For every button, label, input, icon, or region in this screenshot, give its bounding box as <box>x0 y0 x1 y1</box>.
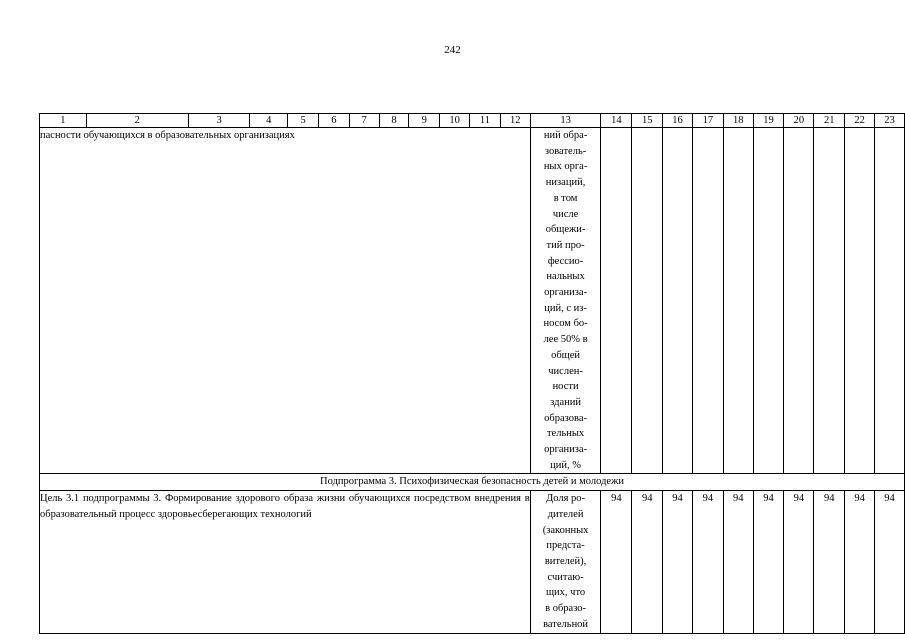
value-cell: 94 <box>874 491 904 633</box>
indicator-line: фессио- <box>547 255 584 267</box>
indicator-line: числе <box>552 208 579 220</box>
empty-cell <box>784 128 814 474</box>
column-header: 18 <box>723 114 753 128</box>
indicator-line: низаций, <box>545 177 586 189</box>
indicator-line: ций, с из- <box>544 302 587 314</box>
column-header: 16 <box>663 114 693 128</box>
column-header: 19 <box>753 114 784 128</box>
indicator-line: щих, что <box>545 587 586 599</box>
indicator-cell <box>530 128 601 474</box>
column-header: 11 <box>470 114 501 128</box>
indicator-line: Доля ро- <box>546 493 586 505</box>
indicator-line: тий про- <box>546 239 585 251</box>
table-row <box>40 128 905 474</box>
column-header: 2 <box>86 114 188 128</box>
column-header: 22 <box>845 114 875 128</box>
goal-text: Цель 3.1 подпрограммы 3. Формирование здорового образа жизни обучающихся посредством внедрения в образовательный процесс здоровьесберегающих технологий <box>40 491 531 633</box>
indicator-line: в образо- <box>545 603 587 615</box>
indicator-line: вителей), <box>544 555 587 567</box>
indicator-line: образова- <box>544 412 587 424</box>
value-cell: 94 <box>753 491 784 633</box>
indicator-line: тельных <box>546 428 585 440</box>
indicator-line: организа- <box>544 444 588 456</box>
column-header: 17 <box>692 114 723 128</box>
column-header: 4 <box>250 114 288 128</box>
indicator-line: числен- <box>548 365 583 377</box>
column-header: 15 <box>632 114 663 128</box>
data-table <box>39 113 905 634</box>
empty-cell <box>601 128 632 474</box>
column-header: 5 <box>288 114 319 128</box>
column-header: 13 <box>530 114 601 128</box>
empty-cell <box>814 128 845 474</box>
indicator-line: организа- <box>544 287 588 299</box>
empty-cell <box>723 128 753 474</box>
indicator-line: дителей <box>547 508 584 520</box>
header-row <box>40 114 905 128</box>
column-header: 12 <box>500 114 530 128</box>
value-cell: 94 <box>663 491 693 633</box>
column-header: 23 <box>874 114 904 128</box>
column-header: 9 <box>409 114 440 128</box>
empty-cell <box>692 128 723 474</box>
column-header: 8 <box>379 114 409 128</box>
continuation-text: пасности обучающихся в образовательных организациях <box>40 128 531 474</box>
value-cell: 94 <box>632 491 663 633</box>
subprogram-title: Подпрограмма 3. Психофизическая безопасность детей и молодежи <box>40 474 905 491</box>
empty-cell <box>874 128 904 474</box>
value-cell: 94 <box>814 491 845 633</box>
value-cell: 94 <box>845 491 875 633</box>
indicator-line: зданий <box>550 396 581 408</box>
value-cell: 94 <box>784 491 814 633</box>
indicator-line: общей <box>551 349 581 361</box>
column-header: 6 <box>318 114 349 128</box>
indicator-cell <box>530 491 601 633</box>
indicator-line: вательной <box>543 618 589 630</box>
empty-cell <box>663 128 693 474</box>
column-header: 20 <box>784 114 814 128</box>
column-header: 3 <box>188 114 250 128</box>
indicator-line: ности <box>552 381 579 393</box>
indicator-line: считаю- <box>547 571 584 583</box>
indicator-line: в том <box>553 192 578 204</box>
column-header: 7 <box>349 114 379 128</box>
value-cell: 94 <box>723 491 753 633</box>
indicator-line: зователь- <box>544 145 587 157</box>
empty-cell <box>753 128 784 474</box>
indicator-line: лее 50% в <box>543 334 588 346</box>
indicator-line: ных орга- <box>543 161 588 173</box>
value-cell: 94 <box>601 491 632 633</box>
indicator-line: нальных <box>546 271 585 283</box>
indicator-line: предста- <box>546 540 585 552</box>
indicator-line: носом бо- <box>543 318 588 330</box>
column-header: 1 <box>40 114 87 128</box>
indicator-line: общежи- <box>545 224 586 236</box>
indicator-line: ний обра- <box>543 130 588 141</box>
empty-cell <box>632 128 663 474</box>
page-number: 242 <box>444 44 461 56</box>
indicator-line: (законных <box>542 524 589 536</box>
subprogram-row <box>40 474 905 491</box>
column-header: 21 <box>814 114 845 128</box>
column-header: 10 <box>440 114 470 128</box>
empty-cell <box>845 128 875 474</box>
indicator-line: ций, % <box>550 459 581 471</box>
value-cell: 94 <box>692 491 723 633</box>
table-row <box>40 491 905 633</box>
column-header: 14 <box>601 114 632 128</box>
